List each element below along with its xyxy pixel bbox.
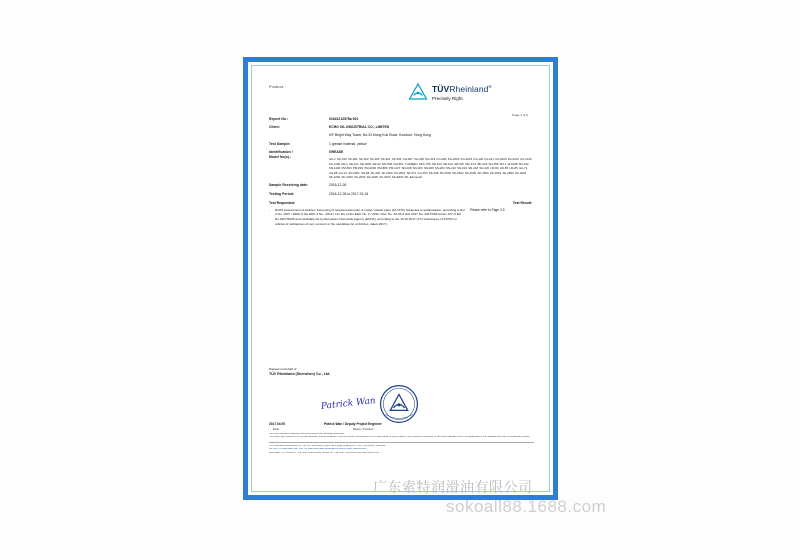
tuv-wordmark [432,83,492,103]
signature-area [269,382,532,426]
certificate-sheet [253,67,548,490]
tuv-brand-registered: ® [488,84,492,90]
test-sample-label: Test Sample: [269,141,291,146]
test-result-reference: Please refer to Page 2-9 [470,207,505,212]
signature-block [269,367,532,434]
field-testing-period [269,192,532,197]
tuv-tagline: Precisely Right. [432,96,464,102]
tuv-rheinland-logo [408,81,528,111]
document-footer [269,433,534,455]
footer-line-5: ALLOWED TO CONDUCT THE TEST AND ACCEPTANCE OF THE TEST INSTALLATION CERTIFICATION [269,451,380,454]
footer-line-1: This is an Abstract containing three-dimensional raw materials, performed. [269,433,345,435]
signature-date-caption: Date [273,426,280,431]
report-no-value: 01641212578a 001 [329,117,359,121]
watermark-company-name: 广东索特润滑油有限公司 [373,479,533,495]
testing-period-label: Testing Period: [269,191,295,196]
tuv-brand-secondary: Rheinland [449,84,489,94]
test-requested-text-wrap [269,208,466,228]
test-requested-text: RoHS Assessment of Articles: Screening of selected elements of metal / plastic parts (Sc-VHC) subjected to authorisation, according to EU 2 No. 1907 / 2006 of the EDC 2 No.. 2012 / 19 / EU of the EDC No. 2 / 2011 / Rec No. 43-33-3 and 2017 No. 2017/999 Annex XIV of EC No.1907/2006 and candidate list by European Chemicals Agency (ECHA), according to the 13.10.2017 (173 substances of SVHCs in articles of substances of very concern in the candidate list of Articles, dated 2017). [275,207,465,227]
test-sample-value: 1 grease material, yellow [329,141,367,146]
footer-line-4: Tel: +86 755 8828 8888 Fax: +86 755 8828 8000 Mail: service@chn.tuv.com Web: www.tuv.com [269,448,367,451]
footer-line-2: This result report issued is for the raw materials. Without limitation of the test results, this document is not responsible for any problem in the production of articles, of the result materials and is not a guarantee to the materials which are the essential products. [269,436,531,439]
official-stamp-icon [377,384,421,424]
client-value-group [329,125,532,138]
signature-date: 2017.04.05 [269,421,285,426]
footer-line-3: TÜV Rheinland (Shenzhen) Co., Ltd. 3/F North Block, Qiyun Technology Building, No. 1 Rd., 1st District, Shenzhen [269,444,386,447]
tuv-brand-line [432,83,492,95]
testing-period-value: 2016-12-26 to 2017-01-04 [329,191,369,196]
handwritten-signature: Patrick Wan [320,395,377,412]
tuv-triangle-icon [408,82,428,102]
watermark-site-url: sokoall88.1688.com [446,497,607,516]
test-result-header [269,201,532,206]
signature-name-position: Patrick Wan / Deputy Project Engineer [324,421,382,426]
report-no-label: Report No.: [269,117,289,121]
client-name: ECHO OIL INDUSTRIAL CO., LIMITED [329,125,390,130]
test-result-label: Test Result: [512,200,532,205]
identification-model-value [329,150,532,179]
bullet-marker: - [269,207,271,212]
test-requested-label: Test Requested: [269,200,296,205]
field-sample-receiving-date [269,183,532,188]
report-fields [269,117,532,197]
client-address: 5/F Bright Way Tower, No.33 Mong Kok Road, Kowloon, Hong Kong [329,133,431,138]
model-number-list: GK-1 SK-016 SK-201 SK-202 SK-203 SK-301 SK-302 CH-007 CH-300 KG-219 KG-280 KG-2000 KG-2001 KA-120 KA-211 KA-2000 KA-0101 KA-1010 KA-1100 KE-1 KE-101 KE-2000 KE-02 GN-508 GN-351 T-GREEN SPC-705 SR-103 SR-104 SR-105 MK-44-0 BK-218 SN-458 SN-1 SN-608 SN-103 SN-1100 PM-800 PM-819 PM-2000 PM-880 PM-1107 SN-008 SN-003 SN-009 SN-200 SN-210 SN-019 SN-218 SN-220 HS-50 HS-55 HS-85 GA-71 CH-88 GA-21 SN-2001 SN-68 SK-220 SK-2000 SK-2001 SK-071 CH-103 SK-068 SK-2000 SK-0502 SK-2000 SK-2500 SK-2001 SK-2500 SK-2001 SK-1000 SK-2200 SK-2000 SK-2000 SK-2000 SK-E500 SK Element2 [329,157,532,180]
sample-receiving-label: Sample Receiving date: [269,183,309,188]
identification-model-label [269,150,329,179]
signing-company: TÜV Rheinland (Shenzhen) Co., Ltd. [269,372,331,377]
test-result-body [269,208,532,228]
producs-label: Producs [269,85,284,89]
field-test-sample [269,142,532,147]
field-client [269,125,532,138]
field-identification-model [269,150,532,179]
identification-value: GREASE [329,150,344,155]
signature-name-caption: Name / Position [353,426,374,431]
on-behalf-label: Passed on behalf of [269,367,297,371]
field-report-no [269,117,532,122]
tuv-brand-primary: TÜV [432,84,450,94]
identification-label: Identification / [269,150,293,155]
model-no-label: Model No(s).: [269,155,292,160]
sample-receiving-value: 2016-12-26 [329,183,347,188]
client-label: Client: [269,125,280,130]
page-number: Page 1 of 9 [512,113,528,117]
signature-labels [269,422,532,434]
footer-divider [269,442,534,443]
document-header [269,81,532,115]
